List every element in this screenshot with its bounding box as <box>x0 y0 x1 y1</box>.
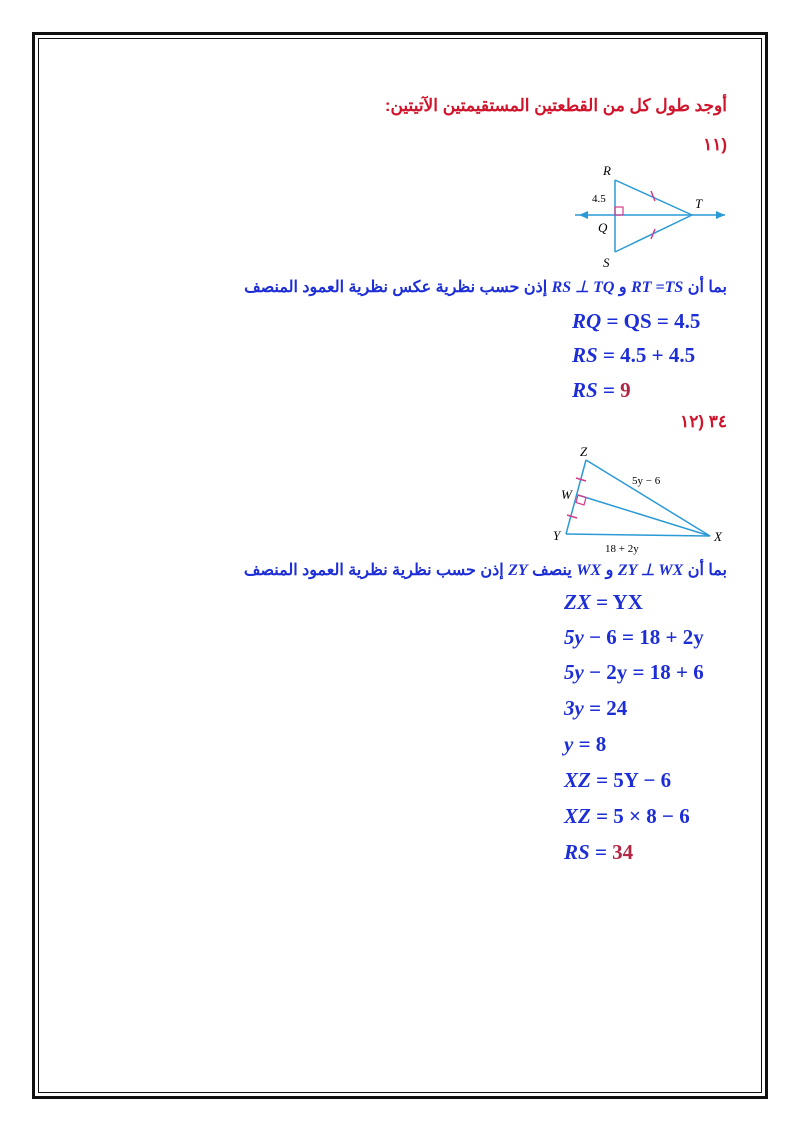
p12-step-1: ZX = YX <box>564 590 643 614</box>
label-side-yx: 18 + 2y <box>605 543 639 555</box>
p12-step-2: 5y − 6 = 18 + 2y <box>564 625 704 649</box>
problem-12-answer-tag: ٣٤ <box>708 412 727 431</box>
tick-mark-wy <box>567 515 577 518</box>
figure-triangle-rst <box>575 160 730 270</box>
p12-step-7: XZ = 5 × 8 − 6 <box>564 804 690 828</box>
label-r: R <box>603 163 611 178</box>
segment-yx <box>566 534 710 536</box>
segment-wx <box>578 495 710 536</box>
label-q: Q <box>598 220 608 235</box>
p12-step-6: XZ = 5Y − 6 <box>564 768 672 792</box>
p12-step-8: RS = 34 <box>564 840 634 864</box>
p11-answer: 9 <box>620 378 631 402</box>
p12-step-4: 3y = 24 <box>564 696 628 720</box>
label-x: X <box>714 529 722 544</box>
p12-step-3: 5y − 2y = 18 + 6 <box>564 660 704 684</box>
right-angle-mark <box>576 495 586 505</box>
label-w: W <box>561 487 572 502</box>
p11-step-1: RQ = QS = 4.5 <box>572 309 701 333</box>
arrow-right-icon <box>716 211 725 219</box>
label-z: Z <box>580 444 588 459</box>
page-heading: أوجد طول كل من القطعتين المستقيمتين الآتيتين: <box>384 96 727 115</box>
p11-step-3: RS = 9 <box>572 378 631 402</box>
p12-answer: 34 <box>612 840 634 864</box>
label-t: T <box>695 196 703 211</box>
arrow-left-icon <box>579 211 588 219</box>
problem-11-number: (١١ <box>703 135 727 154</box>
label-side-zx: 5y − 6 <box>632 475 661 487</box>
p11-step-2: RS = 4.5 + 4.5 <box>572 343 696 367</box>
figure-triangle-xyz <box>550 440 735 555</box>
right-angle-mark <box>615 207 623 215</box>
problem-11-statement: بما أن RT =TS و RS ⊥ TQ إذن حسب نظرية عكس نظرية العمود المنصف <box>244 279 727 296</box>
problem-12-statement: بما أن ZY ⊥ WX و WX ينصف ZY إذن حسب نظرية نظرية العمود المنصف <box>243 562 727 579</box>
label-y: Y <box>553 528 561 543</box>
p12-step-5: y = 8 <box>564 732 607 756</box>
segment-zx <box>586 460 710 536</box>
problem-12-number: ٣٤ (١٢ <box>680 412 727 431</box>
label-s: S <box>603 255 610 270</box>
label-side-rq: 4.5 <box>592 193 606 205</box>
